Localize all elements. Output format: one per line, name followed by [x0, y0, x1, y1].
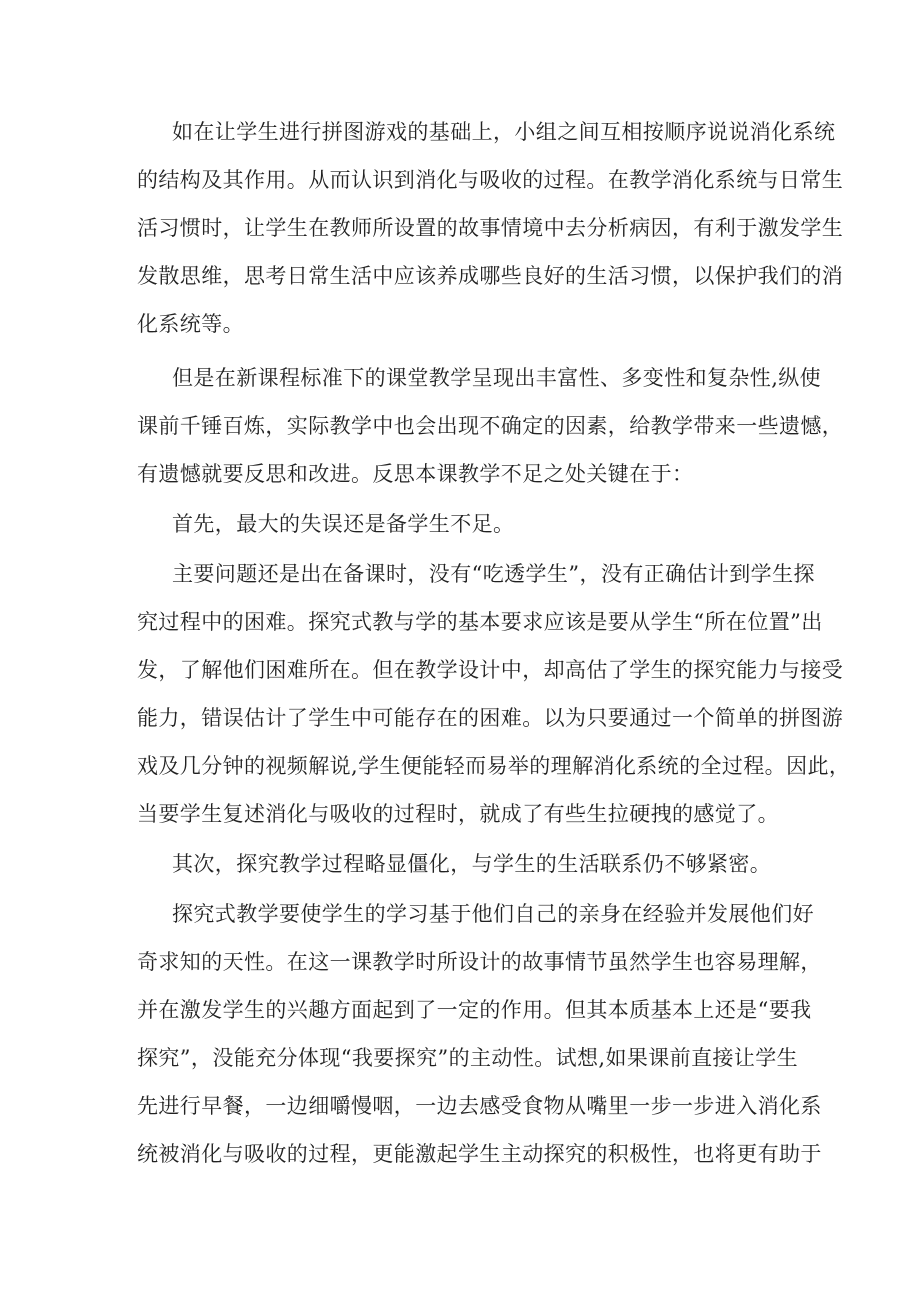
text-line: 如在让学生进行拼图游戏的基础上，小组之间互相按顺序说说消化系统	[172, 120, 836, 144]
text-line: 探究式教学要使学生的学习基于他们自己的亲身在经验并发展他们好	[172, 902, 814, 926]
text-line: 其次，探究教学过程略显僵化，与学生的生活联系仍不够紧密。	[172, 852, 772, 876]
text-line: 课前千锤百炼，实际教学中也会出现不确定的因素，给教学带来一些遗憾，	[137, 414, 844, 438]
text-line: 统被消化与吸收的过程，更能激起学生主动探究的积极性，也将更有助于	[137, 1142, 822, 1166]
text-line: 发，了解他们困难所在。但在教学设计中，却高估了学生的探究能力与接受	[137, 658, 844, 682]
text-line: 化系统等。	[137, 312, 244, 336]
text-line: 发散思维，思考日常生活中应该养成哪些良好的生活习惯，以保护我们的消	[137, 264, 844, 288]
text-line: 戏及几分钟的视频解说,学生便能轻而易举的理解消化系统的全过程。因此，	[137, 754, 851, 778]
text-line: 但是在新课程标准下的课堂教学呈现出丰富性、多变性和复杂性,纵使	[172, 366, 822, 390]
text-line: 究过程中的困难。探究式教与学的基本要求应该是要从学生“所在位置”出	[137, 610, 823, 634]
text-line: 有遗憾就要反思和改进。反思本课教学不足之处关键在于：	[137, 462, 694, 486]
text-line: 首先，最大的失误还是备学生不足。	[172, 512, 515, 536]
text-line: 活习惯时，让学生在教师所设置的故事情境中去分析病因，有利于激发学生	[137, 216, 844, 240]
text-line: 能力，错误估计了学生中可能存在的困难。以为只要通过一个简单的拼图游	[137, 706, 844, 730]
text-line: 奇求知的天性。在这一课教学时所设计的故事情节虽然学生也容易理解，	[137, 950, 822, 974]
text-line: 探究”，没能充分体现“我要探究”的主动性。试想,如果课前直接让学生	[137, 1046, 799, 1070]
text-line: 先进行早餐，一边细嚼慢咽，一边去感受食物从嘴里一步一步进入消化系	[137, 1094, 822, 1118]
text-line: 主要问题还是出在备课时，没有“吃透学生”，没有正确估计到学生探	[172, 562, 815, 586]
text-line: 当要学生复述消化与吸收的过程时，就成了有些生拉硬拽的感觉了。	[137, 802, 779, 826]
text-line: 的结构及其作用。从而认识到消化与吸收的过程。在教学消化系统与日常生	[137, 168, 844, 192]
text-line: 并在激发学生的兴趣方面起到了一定的作用。但其本质基本上还是“要我	[137, 998, 812, 1022]
